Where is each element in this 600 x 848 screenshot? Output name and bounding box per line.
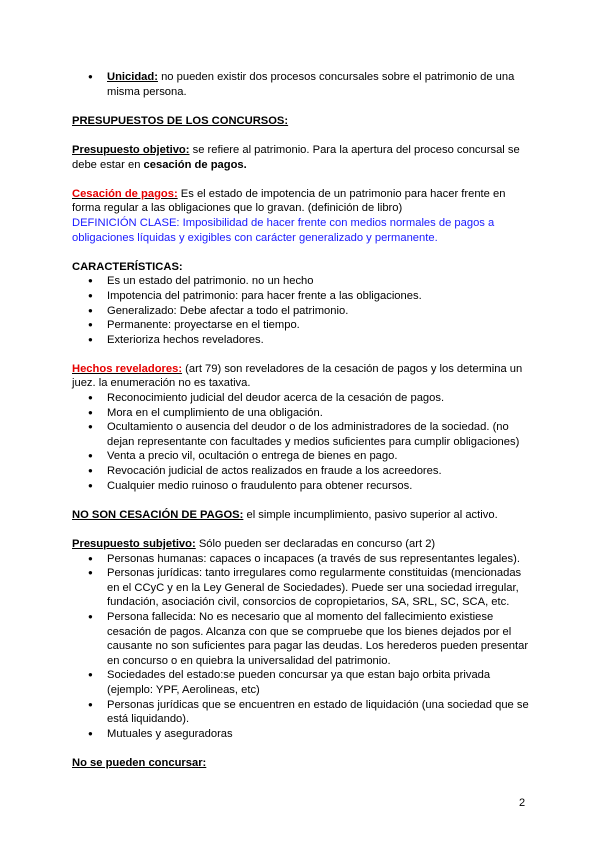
hechos-list xyxy=(72,391,530,493)
list-item: ● Es un estado del patrimonio. no un hecho xyxy=(88,274,530,289)
list-item: ● Permanente: proyectarse en el tiempo. xyxy=(88,318,530,333)
list-item: ● Sociedades del estado:se pueden concursar ya que estan bajo orbita privada (ejemplo: YPF, Aerolineas, etc) xyxy=(88,668,530,697)
unicidad-label: Unicidad: xyxy=(107,71,158,83)
hechos-paragraph xyxy=(72,362,530,391)
list-item: ● Reconocimiento judicial del deudor acerca de la cesación de pagos. xyxy=(88,391,530,406)
caracteristicas-list xyxy=(72,274,530,347)
list-item: ● Mutuales y aseguradoras xyxy=(88,727,530,742)
list-item: ● Ocultamiento o ausencia del deudor o de los administradores de la sociedad. (no dejan representante con facultades y medios suficientes para cumplir obligaciones) xyxy=(88,420,530,449)
presupuesto-subjetivo-label: Presupuesto subjetivo: xyxy=(72,538,196,550)
presupuesto-objetivo-paragraph xyxy=(72,143,530,172)
cesacion-label: Cesación de pagos: xyxy=(72,187,178,200)
list-item: ● Revocación judicial de actos realizados en fraude a los acreedores. xyxy=(88,464,530,479)
cesacion-text: Es el estado de impotencia de un patrimonio para hacer frente en forma regular a las obligaciones que lo gravan. (definición de libro) xyxy=(72,187,506,215)
definicion-clase: DEFINICIÓN CLASE: Imposibilidad de hacer frente con medios normales de pagos a obligaciones líquidas y exigibles con carácter generalizado y permanente. xyxy=(72,216,495,244)
presupuesto-objetivo-label: Presupuesto objetivo: xyxy=(72,143,190,156)
no-cesacion-text: el simple incumplimiento, pasivo superior al activo. xyxy=(243,508,498,521)
presupuesto-objetivo-bold: cesación de pagos. xyxy=(143,158,247,171)
list-item: ● Venta a precio vil, ocultación o entrega de bienes en pago. xyxy=(88,449,530,464)
presupuesto-subjetivo-paragraph xyxy=(72,537,530,552)
no-cesacion-paragraph xyxy=(72,508,530,523)
unicidad-text: no pueden existir dos procesos concursales sobre el patrimonio de una misma persona. xyxy=(107,71,515,98)
list-item: ● Personas humanas: capaces o incapaces (a través de sus representantes legales). xyxy=(88,552,530,567)
list-item: ● Personas jurídicas que se encuentren en estado de liquidación (una sociedad que se está liquidando). xyxy=(88,698,530,727)
hechos-text: (art 79) son reveladores de la cesación de pagos y los determina un juez. la enumeración no es taxativa. xyxy=(72,362,523,390)
list-item: ● Personas jurídicas: tanto irregulares como regularmente constituidas (mencionadas en el CCyC y en la Ley General de Sociedades). Puede ser una sociedad irregular, fundación, asociación civil, consorcios de copropietarios, SA, SRL, SC, SCA, etc. xyxy=(88,566,530,610)
unicidad-list xyxy=(72,70,530,99)
presupuesto-objetivo-text: se refiere al patrimonio. Para la apertura del proceso concursal se debe estar en xyxy=(72,143,520,171)
page-number: 2 xyxy=(519,797,526,809)
subjetivo-list xyxy=(72,552,530,742)
document-page xyxy=(72,70,530,771)
list-item: ● Mora en el cumplimiento de una obligación. xyxy=(88,406,530,421)
no-concursar-heading: No se pueden concursar: xyxy=(72,756,207,769)
list-item xyxy=(88,70,530,99)
caracteristicas-heading: CARACTERÍSTICAS: xyxy=(72,260,183,273)
cesacion-paragraph xyxy=(72,187,530,216)
no-cesacion-label: NO SON CESACIÓN DE PAGOS: xyxy=(72,508,244,521)
list-item: ● Persona fallecida: No es necesario que al momento del fallecimiento existiese cesación de pagos. Alcanza con que se compruebe que los bienes dejados por el causante no son suficientes para pagar las deudas. Los herederos pueden presentar en concurso o en quiebra la universalidad del patrimonio. xyxy=(88,610,530,668)
list-item: ● Impotencia del patrimonio: para hacer frente a las obligaciones. xyxy=(88,289,530,304)
section-heading-presupuestos: PRESUPUESTOS DE LOS CONCURSOS: xyxy=(72,114,289,127)
hechos-label: Hechos reveladores: xyxy=(72,362,183,375)
list-item: ● Exterioriza hechos reveladores. xyxy=(88,333,530,348)
list-item: ● Generalizado: Debe afectar a todo el patrimonio. xyxy=(88,304,530,319)
list-item: ● Cualquier medio ruinoso o fraudulento para obtener recursos. xyxy=(88,479,530,494)
presupuesto-subjetivo-text: Sólo pueden ser declaradas en concurso (art 2) xyxy=(195,538,436,550)
